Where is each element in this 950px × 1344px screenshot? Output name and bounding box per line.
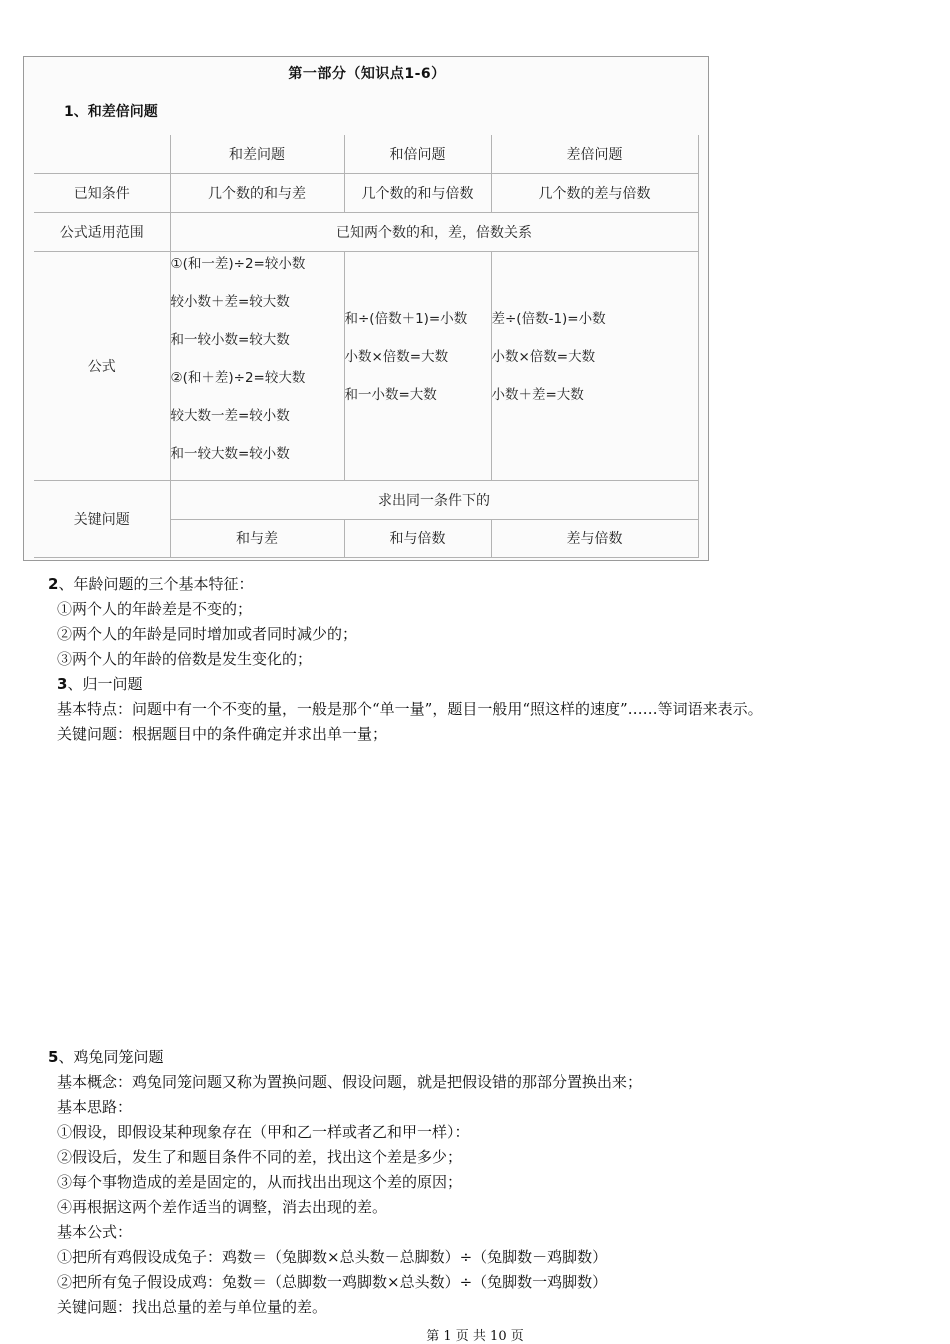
formula-line: 和一较大数=较小数 [170,445,290,462]
page-footer: 第 1 页 共 10 页 [426,1329,524,1344]
paragraph: ④再根据这两个差作适当的调整，消去出现的差。 [57,1198,388,1216]
formula-line: 差÷(倍数-1)=小数 [491,310,606,327]
paragraph: ②假设后，发生了和题目条件不同的差，找出这个差是多少； [57,1148,463,1166]
formula-line: 小数×倍数=大数 [491,348,596,365]
paragraph: 基本思路： [57,1098,133,1116]
paragraph: ①假设，即假设某种现象存在（甲和乙一样或者乙和甲一样）： [57,1123,470,1141]
table-cell: 几个数的差与倍数 [491,173,698,212]
paragraph: 关键问题：根据题目中的条件确定并求出单一量； [57,725,388,743]
section-number: 5 [48,1048,59,1066]
formula-line: 和÷(倍数＋1)=小数 [344,310,468,327]
formula-line: 和一较小数=较大数 [170,331,290,348]
row-label: 已知条件 [34,173,170,212]
formula-line: ①(和一差)÷2=较小数 [170,255,306,272]
table-header: 差倍问题 [491,135,698,173]
formula-line: 较大数一差=较小数 [170,407,290,424]
row-label: 公式适用范围 [34,212,170,251]
table-row [34,480,698,519]
section-number: 2 [48,575,59,593]
section-title: 、鸡兔同笼问题 [58,1048,164,1066]
table-cell: 几个数的和与差 [170,173,344,212]
knowledge-panel [23,56,709,561]
formula-line: 小数×倍数=大数 [344,348,449,365]
paragraph: 关键问题：找出总量的差与单位量的差。 [57,1298,328,1316]
table-cell: 已知两个数的和，差，倍数关系 [170,212,698,251]
paragraph: ②两个人的年龄是同时增加或者同时减少的； [57,625,358,643]
table-row [34,173,698,212]
section-title: 、归一问题 [67,675,143,693]
panel-subtitle: 1、和差倍问题 [64,104,158,120]
table-header: 和差问题 [170,135,344,173]
row-label: 关键问题 [34,480,170,557]
paragraph: 基本特点：问题中有一个不变的量，一般是那个“单一量”，题目一般用“照这样的速度”……等词语来表示。 [57,700,763,718]
section-title: 、年龄问题的三个基本特征： [58,575,254,593]
table-cell: 和与倍数 [344,519,491,557]
paragraph: ③每个事物造成的差是固定的，从而找出出现这个差的原因； [57,1173,463,1191]
paragraph: ①两个人的年龄差是不变的； [57,600,253,618]
table-header: 和倍问题 [344,135,491,173]
table-cell: 求出同一条件下的 [170,480,698,519]
paragraph: 基本概念：鸡兔同笼问题又称为置换问题、假设问题，就是把假设错的那部分置换出来； [57,1073,643,1091]
paragraph: 基本公式： [57,1223,133,1241]
table-cell [34,135,170,173]
formula-line: 小数＋差=大数 [491,386,584,403]
section-3-heading [57,672,142,697]
table-row [34,212,698,251]
paragraph: ③两个人的年龄的倍数是发生变化的； [57,650,313,668]
formula-cell [344,251,491,480]
formula-cell [491,251,698,480]
table-cell: 几个数的和与倍数 [344,173,491,212]
formula-line: 和一小数=大数 [344,386,437,403]
table-cell: 和与差 [170,519,344,557]
section-5-heading [48,1045,163,1070]
paragraph: ②把所有兔子假设成鸡：兔数＝（总脚数一鸡脚数×总头数）÷（兔脚数一鸡脚数） [57,1273,608,1291]
panel-title: 第一部分（知识点1-6） [288,66,446,82]
formula-line: ②(和＋差)÷2=较大数 [170,369,306,386]
formula-cell [170,251,344,480]
section-number: 3 [57,675,68,693]
section-2-heading [48,572,253,597]
row-label: 公式 [34,251,170,480]
table-row [34,251,698,480]
formula-line: 较小数＋差=较大数 [170,293,290,310]
comparison-table [34,135,699,558]
table-cell: 差与倍数 [491,519,698,557]
table-row [34,135,698,173]
paragraph: ①把所有鸡假设成兔子：鸡数＝（兔脚数×总头数－总脚数）÷（兔脚数－鸡脚数） [57,1248,608,1266]
